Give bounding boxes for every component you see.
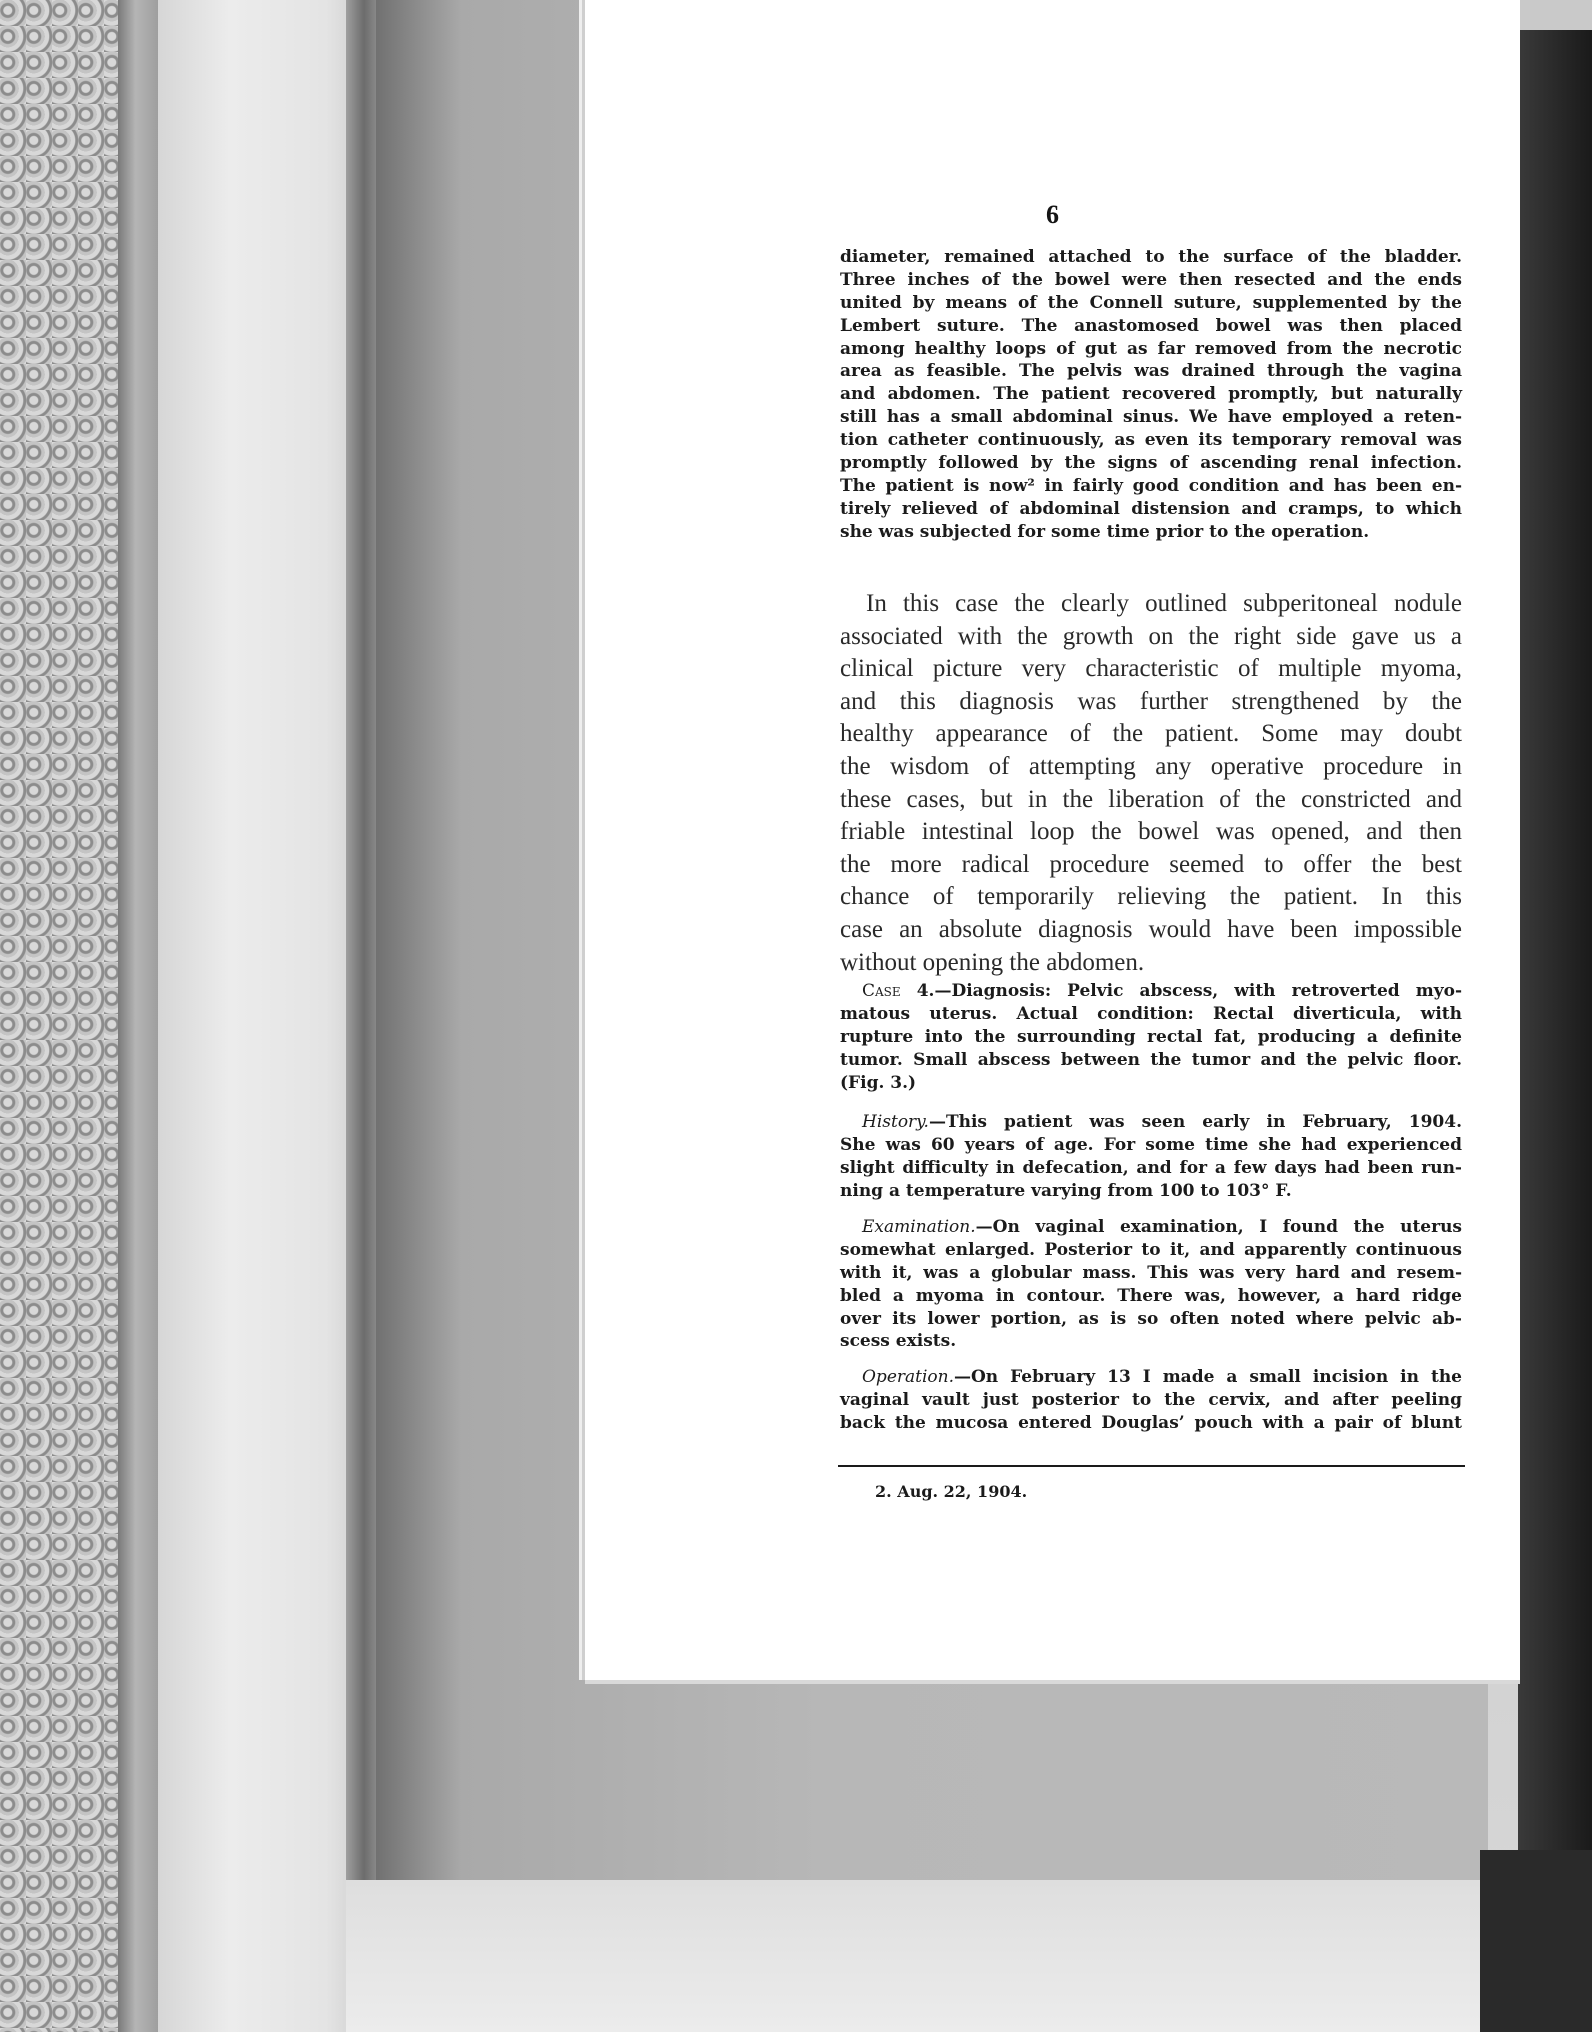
footnote: 2. Aug. 22, 1904.	[875, 1482, 1028, 1501]
text-line: matous uterus. Actual condition: Rectal diverticula, with	[840, 1003, 1462, 1024]
text-line: scess exists.	[840, 1331, 957, 1352]
text-line: tion catheter continuously, as even its temporary removal was	[840, 430, 1462, 451]
binding-edge	[118, 0, 162, 2032]
text-line: Lembert suture. The anastomosed bowel was then placed	[840, 315, 1462, 336]
text-line: clinical picture very characteristic of multiple myoma,	[840, 655, 1462, 683]
text-line	[840, 1366, 1462, 1389]
paragraph-case-continuation	[840, 246, 1462, 544]
text-line: area as feasible. The pelvis was drained through the vagina	[840, 361, 1462, 382]
text-line: tirely relieved of abdominal distension and cramps, to which	[840, 498, 1462, 519]
text-line	[840, 980, 1462, 1003]
text-line: the more radical procedure seemed to offer the best	[840, 850, 1462, 878]
right-dark-corner	[1480, 1850, 1592, 2032]
text-line: she was subjected for some time prior to the operation.	[840, 521, 1370, 542]
text-line: friable intestinal loop the bowel was opened, and then	[840, 818, 1462, 846]
board-shadow	[346, 0, 376, 1880]
text-line: chance of temporarily relieving the patient. In this	[840, 883, 1462, 911]
text-fragment: —This patient was seen early in February, 1904.	[928, 1112, 1462, 1132]
text-fragment: —On vaginal examination, I found the uterus	[975, 1217, 1462, 1237]
paragraph-case-4	[840, 980, 1462, 1094]
text-line	[840, 1111, 1462, 1134]
text-line: somewhat enlarged. Posterior to it, and apparently continuous	[840, 1239, 1462, 1260]
paragraph-history	[840, 1111, 1462, 1203]
text-line: and this diagnosis was further strengthened by the	[840, 687, 1462, 715]
right-dark-edge	[1518, 30, 1592, 2032]
paragraph-discussion	[840, 588, 1462, 979]
section-heading-examination: Examination.	[862, 1217, 976, 1237]
text-line: over its lower portion, as is so often noted where pelvic ab-	[840, 1308, 1462, 1329]
text-fragment: 4.—Diagnosis: Pelvic abscess, with retroverted myo-	[916, 981, 1462, 1001]
text-line: (Fig. 3.)	[840, 1072, 917, 1093]
text-line: associated with the growth on the right side gave us a	[840, 622, 1462, 650]
text-line: these cases, but in the liberation of the constricted and	[840, 785, 1462, 813]
case-label: Case	[862, 981, 901, 1001]
mount-bottom-strip	[346, 1880, 1592, 2032]
text-line: rupture into the surrounding rectal fat, producing a definite	[840, 1026, 1462, 1047]
text-line: without opening the abdomen.	[840, 948, 1145, 976]
text-line: In this case the clearly outlined subperitoneal nodule	[866, 590, 1462, 617]
text-line: still has a small abdominal sinus. We have employed a reten-	[840, 407, 1462, 428]
text-line: back the mucosa entered Douglas’ pouch with a pair of blunt	[840, 1412, 1462, 1433]
text-line: the wisdom of attempting any operative procedure in	[840, 752, 1462, 780]
text-fragment: —On February 13 I made a small incision in the	[954, 1367, 1462, 1387]
text-line: and abdomen. The patient recovered promptly, but naturally	[840, 384, 1462, 405]
text-line: diameter, remained attached to the surface of the bladder.	[840, 247, 1462, 267]
paragraph-examination	[840, 1216, 1462, 1353]
text-line: The patient is now² in fairly good condition and has been en-	[840, 475, 1462, 496]
section-heading-operation: Operation.	[862, 1367, 954, 1387]
text-line: She was 60 years of age. For some time she had experienced	[840, 1134, 1462, 1155]
text-line: case an absolute diagnosis would have been impossible	[840, 915, 1462, 943]
text-line: with it, was a globular mass. This was very hard and resem-	[840, 1262, 1462, 1283]
text-line: Three inches of the bowel were then resected and the ends	[840, 269, 1462, 290]
paragraph-operation	[840, 1366, 1462, 1435]
text-line: healthy appearance of the patient. Some may doubt	[840, 720, 1462, 748]
text-line: among healthy loops of gut as far removed from the necrotic	[840, 338, 1462, 359]
text-line: united by means of the Connell suture, supplemented by the	[840, 292, 1462, 313]
text-line: slight difficulty in defecation, and for a few days had been run-	[840, 1157, 1462, 1178]
text-line: tumor. Small abscess between the tumor and the pelvic floor.	[840, 1049, 1462, 1070]
text-line: vaginal vault just posterior to the cervix, and after peeling	[840, 1389, 1462, 1410]
text-line: promptly followed by the signs of ascending renal infection.	[840, 453, 1462, 474]
section-heading-history: History.	[862, 1112, 929, 1132]
page-number: 6	[1046, 200, 1059, 229]
text-line: bled a myoma in contour. There was, however, a hard ridge	[840, 1285, 1462, 1306]
text-line: ning a temperature varying from 100 to 103° F.	[840, 1180, 1292, 1201]
text-line	[840, 1216, 1462, 1239]
footnote-rule	[838, 1465, 1465, 1467]
